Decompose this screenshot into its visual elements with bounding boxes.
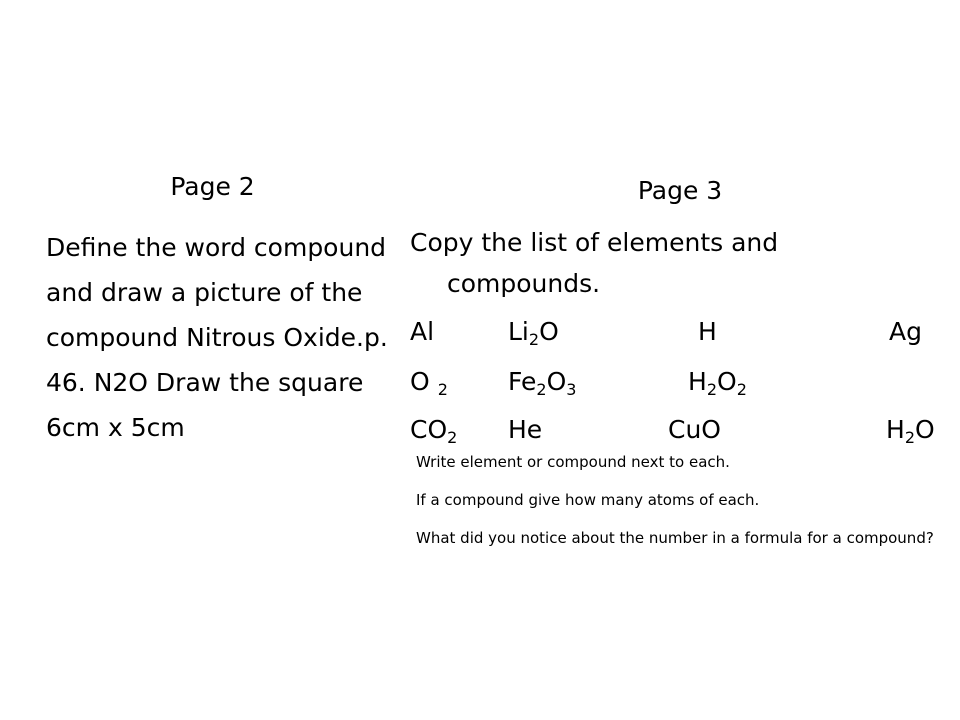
note-3: What did you notice about the number in a formula for a compound? [416, 529, 934, 547]
right-intro-line-1: Copy the list of elements and [410, 228, 779, 257]
right-intro [410, 222, 940, 304]
instructions-notes [416, 450, 946, 564]
formula-list [410, 312, 950, 452]
formula-he: He [508, 415, 543, 444]
formula-cuo: CuO [668, 415, 721, 444]
formula-al: Al [410, 317, 435, 346]
formula-o2: O $_2$ [410, 367, 448, 399]
note-1: Write element or compound next to each. [416, 453, 730, 471]
formula-h2o: $H_2O$ [886, 415, 935, 447]
formula-li2o: $Li_2O$ [508, 317, 559, 349]
formula-ag: Ag [889, 317, 922, 346]
formula-fe2o3: $Fe_2O_3$ [508, 367, 577, 399]
right-page-title: Page 3 [637, 176, 723, 205]
formula-co2: $CO_2$ [410, 415, 458, 447]
note-2: If a compound give how many atoms of each. [416, 491, 760, 509]
formula-h: H [698, 317, 717, 346]
right-intro-line-2: compounds. [447, 269, 601, 298]
formula-h2o2: $H_2O_2$ [688, 367, 747, 399]
left-page-title: Page 2 [170, 172, 255, 201]
left-instructions: Define the word compound and draw a picture of the compound Nitrous Oxide.p. 46. N2O Draw the square 6cm x 5cm [46, 233, 388, 442]
